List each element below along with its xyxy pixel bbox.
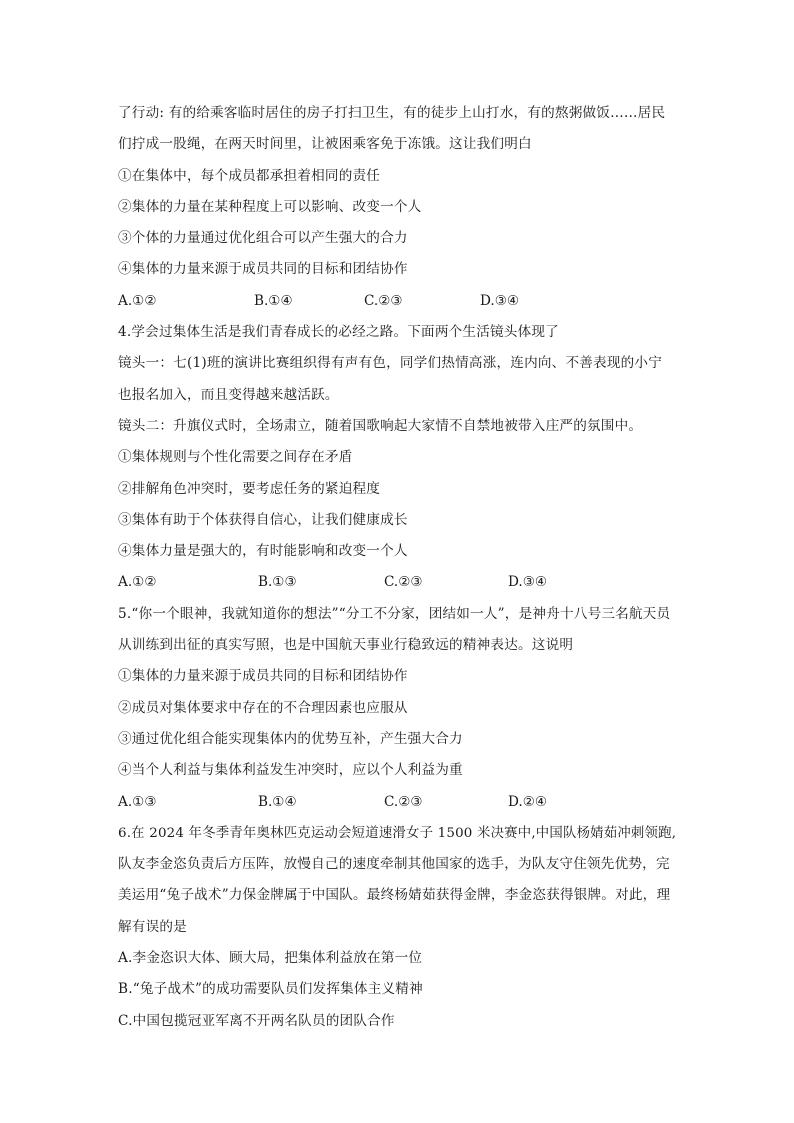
question-6 (118, 818, 678, 1037)
question-5-stem-line: 从训练到出征的真实写照，也是中国航天事业行稳致远的精神表达。这说明 (118, 637, 574, 654)
question-6-stem-line: 队友李金恣负责后方压阵，放慢自己的速度牵制其他国家的选手，为队友守住领先优势，完 (118, 856, 670, 873)
question-5-options (118, 787, 678, 818)
question-4-statement-4: ④集体力量是强大的，有时能影响和改变一个人 (118, 543, 408, 560)
option-c: C.②③ (384, 793, 423, 810)
question-6-stem-line: 解有误的是 (118, 918, 187, 935)
option-c: C.②③ (384, 574, 423, 591)
question-4-stem: 4.学会过集体生活是我们青春成长的必经之路。下面两个生活镜头体现了 (118, 324, 559, 341)
question-6-choice-b: B.“兔子战术”的成功需要队员们发挥集体主义精神 (118, 981, 423, 998)
question-4-statement-3: ③集体有助于个体获得自信心，让我们健康成长 (118, 511, 408, 528)
question-3-statement-3: ③个体的力量通过优化组合可以产生强大的合力 (118, 230, 408, 247)
option-a: A.①② (118, 574, 157, 591)
question-3-statement-2: ②集体的力量在某种程度上可以影响、改变一个人 (118, 198, 422, 215)
question-3-stem-line: 们拧成一股绳，在两天时间里，让被困乘客免于冻饿。这让我们明白 (118, 136, 532, 153)
question-4-scene-2: 镜头二：升旗仪式时，全场肃立，随着国歌响起大家情不自禁地被带入庄严的氛围中。 (118, 417, 643, 434)
question-3-statement-1: ①在集体中，每个成员都承担着相同的责任 (118, 167, 381, 184)
option-c: C.②③ (364, 292, 403, 309)
option-a: A.①② (118, 292, 157, 309)
option-b: B.①④ (254, 292, 293, 309)
question-4 (118, 317, 678, 599)
option-b: B.①③ (258, 574, 297, 591)
question-5-stem-line: 5.“你一个眼神，我就知道你的想法”“分工不分家，团结如一人”，是神舟十八号三名航天员 (118, 605, 671, 622)
option-a: A.①③ (118, 793, 157, 810)
question-4-scene-1-cont: 也报名加入，而且变得越来越活跃。 (118, 386, 339, 403)
question-6-choice-a: A.李金恣识大体、顾大局，把集体利益放在第一位 (118, 950, 423, 967)
question-5-statement-3: ③通过优化组合能实现集体内的优势互补，产生强大合力 (118, 730, 463, 747)
option-d: D.③④ (480, 292, 520, 309)
question-3-statement-4: ④集体的力量来源于成员共同的目标和团结协作 (118, 261, 408, 278)
question-4-scene-1: 镜头一：七(1)班的演讲比赛组织得有声有色，同学们热情高涨，连内向、不善表现的小宁 (118, 355, 663, 372)
option-b: B.①④ (258, 793, 297, 810)
question-6-stem-line: 美运用“兔子战术”力保金牌属于中国队。最终杨婧茹获得金牌，李金恣获得银牌。对此，理 (118, 887, 671, 904)
question-5 (118, 599, 678, 818)
question-5-statement-1: ①集体的力量来源于成员共同的目标和团结协作 (118, 668, 408, 685)
question-4-statement-2: ②排解角色冲突时，要考虑任务的紧迫程度 (118, 480, 381, 497)
question-4-statement-1: ①集体规则与个性化需要之间存在矛盾 (118, 449, 353, 466)
question-4-options (118, 567, 678, 598)
option-d: D.②④ (508, 793, 548, 810)
question-5-statement-2: ②成员对集体要求中存在的不合理因素也应服从 (118, 699, 408, 716)
question-3 (118, 98, 678, 317)
question-3-stem-line: 了行动: 有的给乘客临时居住的房子打扫卫生，有的徒步上山打水，有的熬粥做饭……居民 (118, 105, 666, 121)
question-5-statement-4: ④当个人利益与集体利益发生冲突时，应以个人利益为重 (118, 762, 463, 779)
question-6-choice-c: C.中国包揽冠亚军离不开两名队员的团队合作 (118, 1012, 395, 1029)
option-d: D.③④ (508, 574, 548, 591)
question-3-options (118, 286, 678, 317)
exam-page (118, 98, 678, 1037)
question-6-stem-line: 6.在 2024 年冬季青年奥林匹克运动会短道速滑女子 1500 米决赛中,中国队杨婧茹冲刺领跑, (118, 825, 677, 841)
